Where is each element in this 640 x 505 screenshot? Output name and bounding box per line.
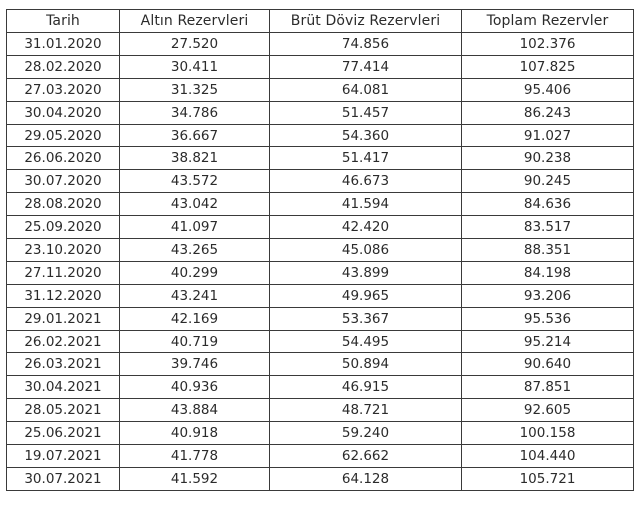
cell-total-reserves: 87.851	[462, 376, 634, 399]
cell-date: 26.03.2021	[7, 353, 120, 376]
cell-date: 27.11.2020	[7, 261, 120, 284]
cell-date: 25.09.2020	[7, 216, 120, 239]
cell-gold-reserves: 43.884	[120, 399, 270, 422]
cell-total-reserves: 84.636	[462, 193, 634, 216]
cell-gold-reserves: 40.918	[120, 422, 270, 445]
table-row	[7, 55, 634, 78]
table-row	[7, 422, 634, 445]
table-row	[7, 399, 634, 422]
table-row	[7, 445, 634, 468]
reserves-table	[6, 9, 634, 491]
cell-total-reserves: 90.640	[462, 353, 634, 376]
cell-gold-reserves: 39.746	[120, 353, 270, 376]
cell-gold-reserves: 38.821	[120, 147, 270, 170]
cell-gross-fx-reserves: 59.240	[270, 422, 462, 445]
cell-gross-fx-reserves: 49.965	[270, 284, 462, 307]
cell-total-reserves: 105.721	[462, 467, 634, 490]
header-gross-fx-reserves: Brüt Döviz Rezervleri	[270, 10, 462, 33]
cell-gold-reserves: 34.786	[120, 101, 270, 124]
table-body	[7, 33, 634, 491]
cell-gross-fx-reserves: 50.894	[270, 353, 462, 376]
cell-date: 27.03.2020	[7, 78, 120, 101]
cell-gross-fx-reserves: 64.128	[270, 467, 462, 490]
table-row	[7, 193, 634, 216]
table-row	[7, 467, 634, 490]
table-row	[7, 330, 634, 353]
cell-gold-reserves: 31.325	[120, 78, 270, 101]
cell-gold-reserves: 43.241	[120, 284, 270, 307]
table-row	[7, 239, 634, 262]
cell-total-reserves: 86.243	[462, 101, 634, 124]
cell-gross-fx-reserves: 77.414	[270, 55, 462, 78]
cell-gold-reserves: 42.169	[120, 307, 270, 330]
cell-total-reserves: 95.214	[462, 330, 634, 353]
cell-total-reserves: 84.198	[462, 261, 634, 284]
cell-total-reserves: 100.158	[462, 422, 634, 445]
table-row	[7, 216, 634, 239]
cell-gold-reserves: 43.265	[120, 239, 270, 262]
cell-gross-fx-reserves: 41.594	[270, 193, 462, 216]
header-date: Tarih	[7, 10, 120, 33]
reserves-table-container	[6, 9, 633, 491]
header-total-reserves: Toplam Rezervler	[462, 10, 634, 33]
cell-date: 19.07.2021	[7, 445, 120, 468]
cell-date: 28.02.2020	[7, 55, 120, 78]
table-row	[7, 101, 634, 124]
cell-gross-fx-reserves: 62.662	[270, 445, 462, 468]
cell-total-reserves: 93.206	[462, 284, 634, 307]
cell-date: 23.10.2020	[7, 239, 120, 262]
cell-gold-reserves: 41.592	[120, 467, 270, 490]
cell-gross-fx-reserves: 48.721	[270, 399, 462, 422]
cell-total-reserves: 88.351	[462, 239, 634, 262]
cell-gross-fx-reserves: 51.457	[270, 101, 462, 124]
cell-total-reserves: 90.245	[462, 170, 634, 193]
cell-gold-reserves: 43.572	[120, 170, 270, 193]
cell-gold-reserves: 36.667	[120, 124, 270, 147]
cell-gross-fx-reserves: 74.856	[270, 33, 462, 56]
table-row	[7, 307, 634, 330]
table-row	[7, 284, 634, 307]
table-row	[7, 147, 634, 170]
cell-date: 30.04.2020	[7, 101, 120, 124]
cell-gross-fx-reserves: 43.899	[270, 261, 462, 284]
table-row	[7, 124, 634, 147]
cell-date: 31.01.2020	[7, 33, 120, 56]
table-row	[7, 353, 634, 376]
cell-total-reserves: 91.027	[462, 124, 634, 147]
cell-date: 30.07.2020	[7, 170, 120, 193]
cell-date: 26.02.2021	[7, 330, 120, 353]
cell-gross-fx-reserves: 46.915	[270, 376, 462, 399]
cell-total-reserves: 102.376	[462, 33, 634, 56]
cell-gross-fx-reserves: 54.360	[270, 124, 462, 147]
table-header-row	[7, 10, 634, 33]
table-row	[7, 376, 634, 399]
cell-total-reserves: 95.406	[462, 78, 634, 101]
cell-gold-reserves: 41.097	[120, 216, 270, 239]
cell-date: 30.04.2021	[7, 376, 120, 399]
cell-date: 30.07.2021	[7, 467, 120, 490]
cell-total-reserves: 90.238	[462, 147, 634, 170]
cell-gross-fx-reserves: 51.417	[270, 147, 462, 170]
cell-gold-reserves: 40.299	[120, 261, 270, 284]
cell-total-reserves: 104.440	[462, 445, 634, 468]
cell-total-reserves: 95.536	[462, 307, 634, 330]
table-row	[7, 170, 634, 193]
cell-gross-fx-reserves: 42.420	[270, 216, 462, 239]
cell-date: 25.06.2021	[7, 422, 120, 445]
cell-gross-fx-reserves: 53.367	[270, 307, 462, 330]
cell-gross-fx-reserves: 46.673	[270, 170, 462, 193]
cell-date: 28.08.2020	[7, 193, 120, 216]
cell-date: 29.05.2020	[7, 124, 120, 147]
cell-gold-reserves: 40.719	[120, 330, 270, 353]
cell-gold-reserves: 40.936	[120, 376, 270, 399]
header-gold-reserves: Altın Rezervleri	[120, 10, 270, 33]
table-row	[7, 261, 634, 284]
cell-gross-fx-reserves: 64.081	[270, 78, 462, 101]
cell-date: 29.01.2021	[7, 307, 120, 330]
cell-gold-reserves: 30.411	[120, 55, 270, 78]
cell-gold-reserves: 27.520	[120, 33, 270, 56]
cell-date: 28.05.2021	[7, 399, 120, 422]
cell-date: 26.06.2020	[7, 147, 120, 170]
cell-gold-reserves: 41.778	[120, 445, 270, 468]
cell-gross-fx-reserves: 54.495	[270, 330, 462, 353]
table-row	[7, 33, 634, 56]
cell-total-reserves: 92.605	[462, 399, 634, 422]
cell-total-reserves: 83.517	[462, 216, 634, 239]
cell-gross-fx-reserves: 45.086	[270, 239, 462, 262]
cell-total-reserves: 107.825	[462, 55, 634, 78]
cell-date: 31.12.2020	[7, 284, 120, 307]
table-row	[7, 78, 634, 101]
cell-gold-reserves: 43.042	[120, 193, 270, 216]
